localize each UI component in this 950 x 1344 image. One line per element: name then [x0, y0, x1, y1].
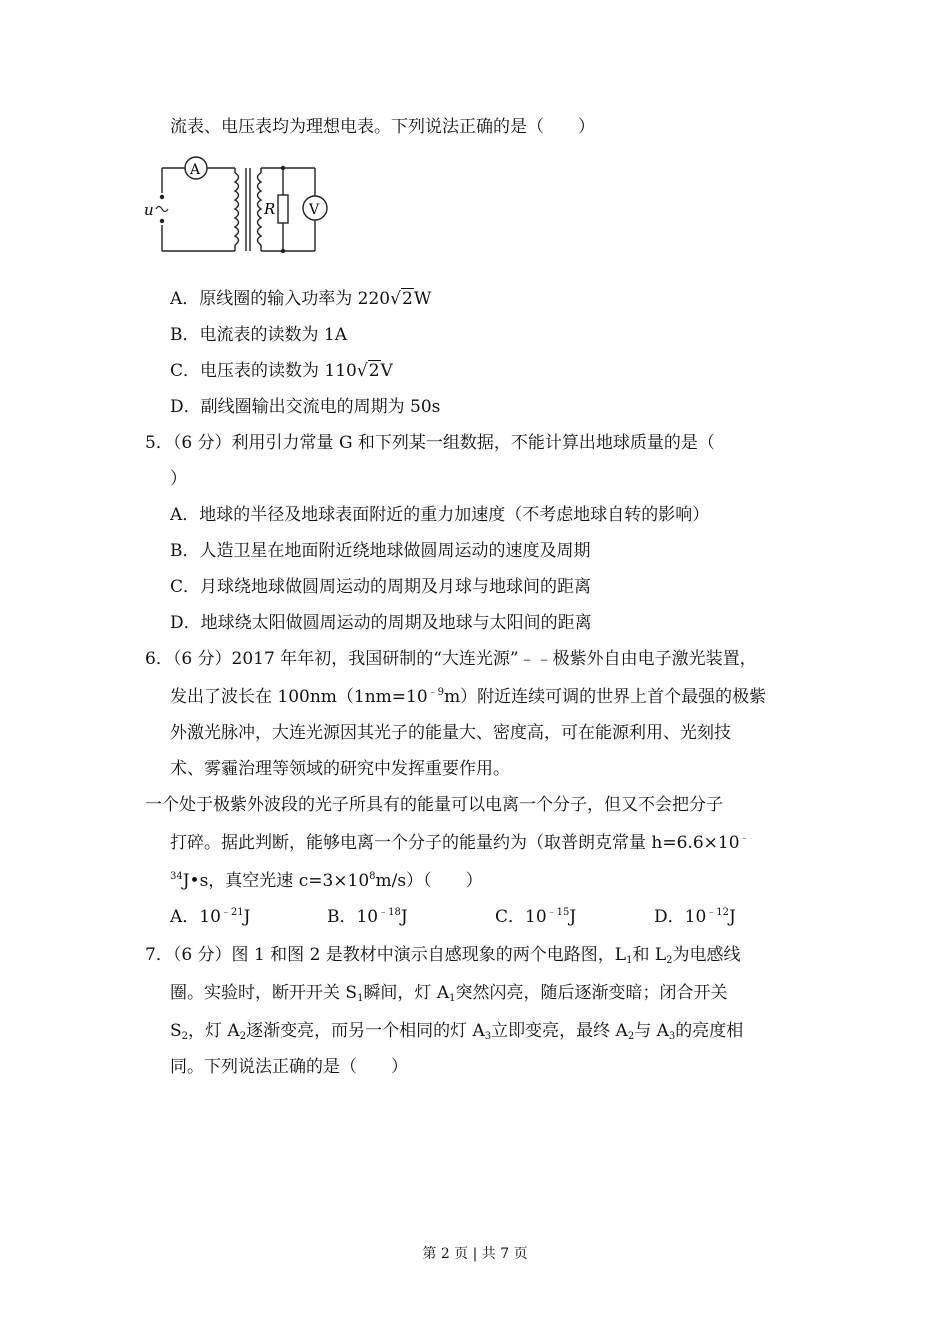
q6-option-b: B．$10^{﹣18}J$: [327, 907, 408, 927]
q6-stem-line2: 发出了波长在 $100nm(1nm=10^{﹣9}m)$附近连续可调的世界上首个最强的极紫: [170, 687, 767, 707]
q4-option-a: A．原线圈的输入功率为 220√2W: [170, 289, 432, 309]
q6-option-a: A．$10^{﹣21}J$: [170, 907, 251, 927]
q4-intro: 流表、电压表均为理想电表。下列说法正确的是（ ）: [170, 117, 595, 137]
q7-stem-line4: 同。下列说法正确的是（ ）: [170, 1057, 408, 1077]
diagram-label-ammeter: A: [190, 162, 201, 178]
q6-option-d: D．$10^{﹣12}J$: [654, 907, 736, 927]
q5-option-d: D．地球绕太阳做圆周运动的周期及地球与太阳间的距离: [170, 613, 592, 633]
q7-stem-line3: $S_2$，灯 $A_2$逐渐变亮，而另一个相同的灯 $A_3$立即变亮，最终 $A_2$与 $A_3$的亮度相: [170, 1021, 744, 1042]
q7-stem-line2: 圈。实验时，断开开关 $S_1$瞬间，灯 $A_1$突然闪亮，随后逐渐变暗；闭合开关: [170, 983, 728, 1004]
q4-option-d: D．副线圈输出交流电的周期为 50s: [170, 397, 441, 417]
q4-option-b: B．电流表的读数为 1A: [170, 325, 347, 345]
q6-stem-line1: 6．（6 分）2017 年年初，我国研制的“大连光源”﹣﹣极紫外自由电子激光装置，: [145, 649, 757, 669]
q4-option-c: C．电压表的读数为 110√2V: [170, 361, 393, 381]
q5-option-a: A．地球的半径及地球表面附近的重力加速度（不考虑地球自转的影响）: [170, 505, 710, 525]
q5-option-b: B．人造卫星在地面附近绕地球做圆周运动的速度及周期: [170, 541, 591, 561]
sqrt-symbol: √2: [390, 289, 413, 309]
q6-stem-line7: $^{34}$J•s，真空光速 $c=3\times 10^8m/s$）（ ）: [170, 871, 483, 891]
q6-stem-line3: 外激光脉冲，大连光源因其光子的能量大、密度高，可在能源利用、光刻技: [170, 723, 731, 743]
page-footer: 第 2 页 | 共 7 页: [422, 1246, 528, 1262]
q5-stem-line2: ）: [170, 469, 187, 489]
q5-option-c: C．月球绕地球做圆周运动的周期及月球与地球间的距离: [170, 577, 592, 597]
diagram-label-voltmeter: V: [309, 202, 320, 218]
q7-stem-line1: 7．（6 分）图 1 和图 2 是教材中演示自感现象的两个电路图，$L_1$和 $L_2$为电感线: [145, 945, 741, 966]
q6-stem-line5: 一个处于极紫外波段的光子所具有的能量可以电离一个分子，但又不会把分子: [145, 795, 723, 815]
q6-option-c: C．$10^{﹣15}J$: [495, 907, 577, 927]
diagram-label-resistor: R: [264, 200, 276, 218]
q6-stem-line4: 术、雾霾治理等领域的研究中发挥重要作用。: [170, 759, 510, 779]
transformer-circuit-diagram: [140, 153, 340, 253]
q5-stem-line1: 5．（6 分）利用引力常量 G 和下列某一组数据，不能计算出地球质量的是（: [145, 433, 715, 453]
diagram-label-u: u: [144, 201, 154, 219]
sqrt-symbol: √2: [356, 361, 380, 381]
q6-stem-line6: 打碎。据此判断，能够电离一个分子的能量约为（取普朗克常量 h=6.6×10﹣: [170, 833, 750, 853]
